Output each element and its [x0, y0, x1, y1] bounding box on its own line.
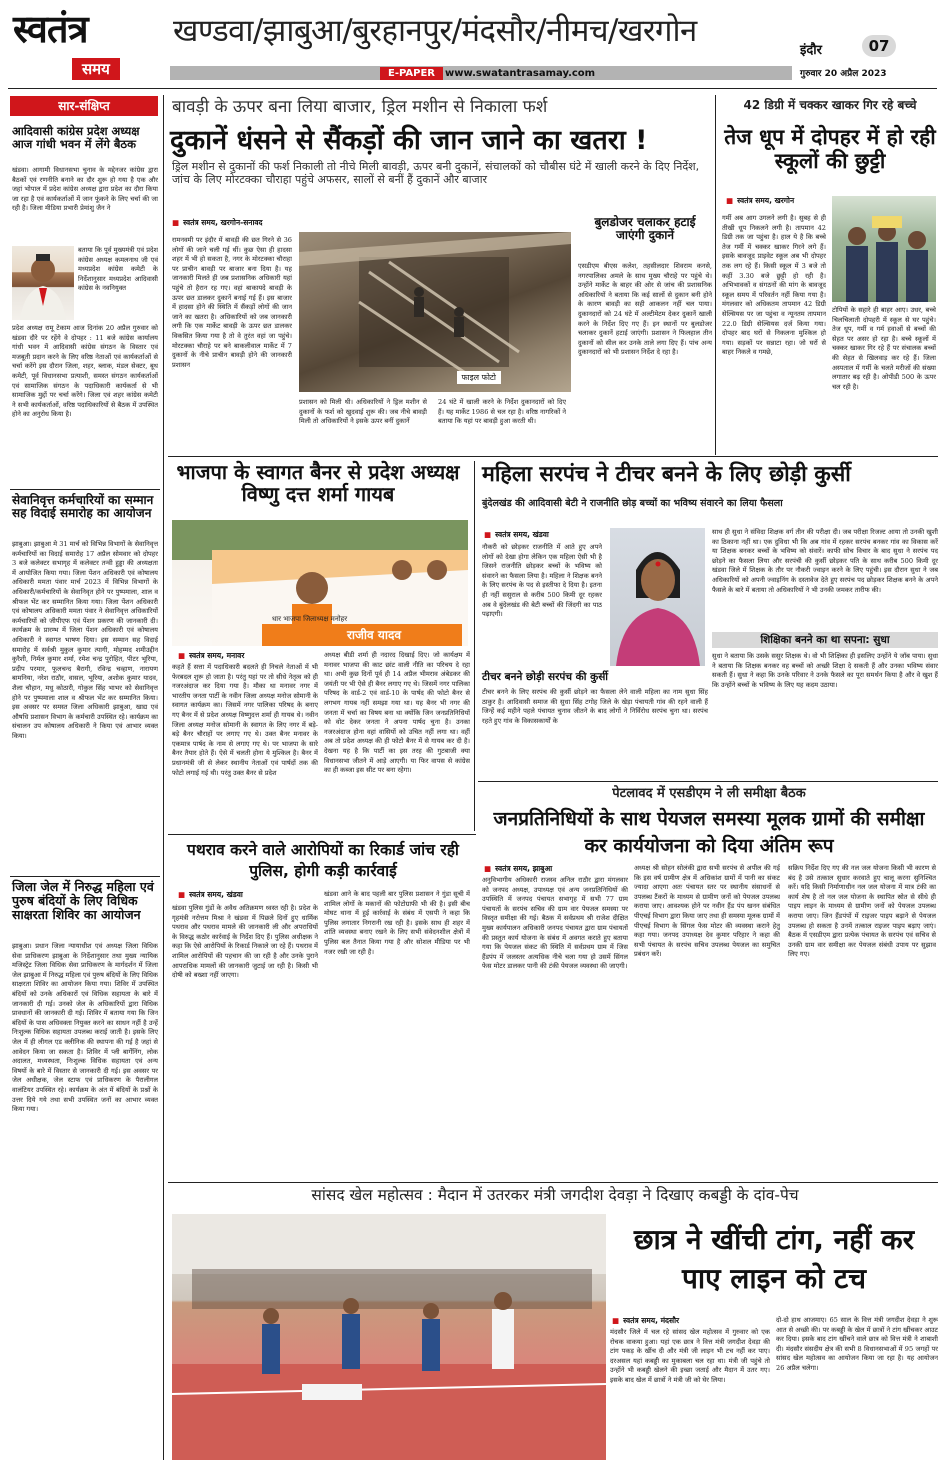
kabaddi-photo: [172, 1214, 606, 1460]
sidebar-body-1a: खंडवा। आगामी विधानसभा चुनाव के मद्देनजर कांग्रेस द्वारा बैठकों एवं रणनीति बनाने का दौर शुरू हो गया है एक और जहां भोपाल में प्रदेश कांग्रेस अध्यक्ष द्वारा प्रदेश का दौरा किया जा रहा है एवं कार्यकर्ताओं में जान फूंकने के लिए चर्चा की जा रही है। जिला मीडिया प्रभारी प्रेमांशु जैन ने: [12, 166, 158, 213]
sidebar-body-1b: बताया कि पूर्व मुख्यमंत्री एवं प्रदेश कांग्रेस अध्यक्ष कमलनाथ जी एवं मध्यप्रदेश कांग्रेस कमेटी के निर्देशानुसार मध्यप्रदेश आदिवासी कांग्रेस के नवनियुक्त: [78, 246, 158, 293]
sidebar-body-2: झाबुआ। झाबुआ मे 31 मार्च को विभिन्न विभागों के सेवानिवृत्त कर्मचारियों का विदाई समारोह 17 अप्रैल सोमवार को दोपहर 3 बजे कलेक्टर सभागृह में कलेक्टर तन्वी हुड्डा की अध्यक्षता में आयोजित किया गया। जिला पेंशन अधिकारी एवं कोषालय अधिकारी ममता पंवार मार्च 2023 में विभिन्न विभागों के अधिकारी/कर्मचारियों के सेवानिवृत होने पर पुष्पमाला, शाल व श्रीफल भेंट कर सम्मानित किया गया। जिला पेंशन अधिकारी एवं कोषालय अधिकारी ममता पंवार ने सेवानिवृत्त अधिकारियों कर्मचारियों को जीपीएफ एवं पेंशन प्रकरण की जानकारी दी। कार्यक्रम के प्रारम्भ में जिला पेंशन अधिकारी एवं कोषालय अधिकारी ने स्वागत भाषण दिया। इस सम्मान सह विदाई समारोह में सर्वश्री मुकुल कुमार त्यागी, मोहम्मद शमीउद्दीन कुरैशी, निर्मल कुमार शर्मा, रमेश चन्द्र पुरोहित, पीटर भूरिया, प्रदीप परमार, फूलचन्द बैरागी, रविन्द्र चव्हाण, नारायण बामनिया, नरेश राठौर, वासल, भूरिया, अशोक कुमार यादव, शैला चौहान, मधु कोठारी, गोकुल सिंह भाभर को सेवानिवृत्त होने पर पुष्पमाला शाल व श्रीफल भेंट कर सम्मानित किया। इस अवसर पर समस्त जिला अधिकारी झाबुआ, खाद्य एवं औषधि प्रशासन विभाग के कर्मचारी उपस्थित रहे। कार्यक्रम का संचालन उप कोषालय अधिकारी ने किया एवं आभार व्यक्त किया।: [12, 540, 158, 740]
lead-kicker: बावड़ी के ऊपर बना लिया बाजार, ड्रिल मशीन से निकाला फर्श: [172, 97, 548, 117]
sarpanch-photo: [610, 528, 705, 666]
water-byline: ■ स्वतंत्र समय, झाबुआ: [484, 864, 552, 874]
stone-col-2: खंडवा आने के बाद पहली बार पुलिस प्रशासन ने गुंडा सूची में शामिल लोगों के मकानों की फोटोग्राफी भी की है। इसी बीच मोघट थाना में हुई कार्रवाई के संबंध में एसपी ने कहा कि पुलिस लगातार निगरानी रख रही है। इसके साथ ही शहर में शांति व्यवस्था बनाए रखने के लिए सभी संवेदनशील क्षेत्रों में पुलिस बल तैनात किया गया है और सोशल मीडिया पर भी नजर रखी जा रही है।: [324, 890, 470, 956]
sidebar-headline-2: सेवानिवृत्त कर्मचारियों का सम्मान सह विदाई समारोह का आयोजन: [12, 493, 154, 521]
stepwell-photo-caption: फाइल फोटो: [457, 371, 501, 384]
kabaddi-byline: ■ स्वतंत्र समय, मंदसौर: [612, 1316, 679, 1326]
lead-col-4: एसडीएम बीएस कलेश, तहसीलदार शिवराम कनसे, नगरपालिका अमले के साथ मुख्य चौराहे पर पहुंचे थे। उन्होंने मार्केट के बाहर की ओर से जांच की प्रशासनिक अधिकारियों ने बताया कि कई सालों से दुकान बनी होने के कारण बावड़ी का सही आकलन नहीं चल पाया। दुकानदारों को 24 घंटे में अल्टीमेटम देकर दुकानें खाली करने के निर्देश दिए गए हैं। इन स्थानों पर बुलडोजर चलाकर दुकानें हटाई जाएंगी। प्रशासन ने फिलहाल तीन दुकानों को सील कर उनके ताले लगा दिए हैं। पांच अन्य दुकानदारों को भी प्रशासन निर्देश दे रहा है।: [578, 262, 712, 357]
sarpanch-col-3b: सुधा ने बताया कि उसके ससुर शिक्षक थे। वो भी शिक्षिका ही इसलिए उन्होंने ये जॉब पाया। सुधा ने बताया कि शिक्षक बनकर वह बच्चों को अच्छी शिक्षा दे सकती हैं और उनका भविष्य संवार सकती हैं। सुधा ने कहा कि उनके परिवार ने उनके फैसले का पूरा समर्थन किया है और वे खुश हैं कि उन्होंने बच्चों के भविष्य के लिए यह कदम उठाया।: [712, 652, 938, 689]
logo-bottom: समय: [72, 58, 120, 80]
politician-photo: [12, 246, 74, 320]
website[interactable]: www.swatantrasamay.com: [445, 68, 596, 79]
lead-col-3: 24 घंटे में खाली करने के निर्देश दुकानदारों को दिए हैं। यह मार्केट 1986 से चल रहा है। वरिष्ठ नागरिकों ने बताया कि यहां पर बावड़ी हुआ करती थी।: [438, 398, 566, 426]
sidebar-body-3: झाबुआ। प्रधान जिला न्यायाधीश एवं अध्यक्ष जिला विधिक सेवा प्राधिकरण झाबुआ के निर्देशानुसार तथा मुख्य न्यायिक मजिस्ट्रेट जिला विधिक सेवा प्राधिकरण के मार्गदर्शन में जिला जेल झाबुआ में निरुद्ध महिला एवं पुरुष बंदियों के लिए विधिक साक्षरता शिविर का आयोजन किया गया। शिविर में उपस्थित बंदियों को उनके अधिकारों एवं विधिक सहायता के बारे में जानकारी दी गई। उनको जेल के अधिकारियों द्वारा विधिक प्रावधानों की जानकारी दी गई। शिविर में बताया गया कि जिन बंदियों के पास अधिवक्ता नियुक्त करने का साधन नहीं है उन्हें निःशुल्क विधिक सहायता उपलब्ध कराई जाती है। इसके लिए जेल में ही लीगल एड क्लीनिक की स्थापना की गई है जहां से आवेदन किया जा सकता है। शिविर में प्ली बार्गेनिंग, लोक अदालत, मध्यस्थता, निःशुल्क विधिक सहायता एवं अन्य विषयों के बारे में विस्तार से जानकारी दी गई। इस अवसर पर जेल अधीक्षक, जेल स्टाफ एवं प्राधिकरण के पैरालीगल वालंटियर उपस्थित रहे। कार्यक्रम के अंत में बंदियों के प्रश्नों के उत्तर दिये गये तथा सभी उपस्थित जनों का आभार व्यक्त किया गया।: [12, 942, 158, 1114]
sarpanch-byline: ■ स्वतंत्र समय, खंडवा: [484, 530, 549, 540]
sarpanch-col-1: नौकरी को छोड़कर राजनीति में आते हुए अपने लोगों को देखा होगा लेकिन एक महिला ऐसी भी है जिसने राजनीति छोड़कर बच्चों के भविष्य को संवारने का फैसला लिया है। महिला ने शिक्षक बनने के लिए सरपंच के पद से इस्तीफा दे दिया है। इतना ही नहीं ससुराल से करीब 500 किमी दूर रहकर अब वे बुंदेलखंड की बेटी बच्चों की जिंदगी का पाठ पढ़ाएगी।: [482, 543, 602, 619]
stepwell-photo: [299, 232, 571, 392]
heat-headline: तेज धूप में दोपहर में हो रही स्कूलों की छुट्टी: [724, 125, 936, 173]
logo-top: स्वतंत्र: [13, 7, 88, 51]
edition: इंदौर: [800, 43, 822, 58]
lead-headline: दुकानें धंसने से सैंकड़ों की जान जाने का खतरा !: [170, 125, 648, 156]
epaper-label: E-PAPER: [380, 67, 443, 80]
lead-subhead: बुलडोजर चलाकर हटाई जाएंगी दुकानें: [594, 215, 696, 243]
sarpanch-subhead: टीचर बनने छोड़ी सरपंच की कुर्सी: [482, 671, 609, 683]
page-number: 07: [862, 35, 896, 57]
sarpanch-headline: महिला सरपंच ने टीचर बनने के लिए छोड़ी कुर्सी: [482, 462, 851, 487]
bjp-banner-text: धार भाजपा जिलाध्यक्ष मनोहर: [272, 615, 348, 623]
stone-headline: पथराव करने वाले आरोपियों का रिकार्ड जांच रही पुलिस, होगी कड़ी कार्रवाई: [187, 841, 459, 880]
lead-col-1: रामनवमी पर इंदौर में बावड़ी की छत गिरने से 36 लोगों की जाने चली गई थीं। कुछ ऐसा ही हादसा शहर में भी हो सकता है, नगर के मोरटक्का चौराहा पर प्राचीन बावड़ी पर बाजार बना दिया है। यह जानकारी मिलते ही जब प्रशासनिक अधिकारी यहां पहुंचे तो हैरान रह गए। वहां बाकायदे बावड़ी के ऊपर छत डालकर दुकानें बनाई गई हैं। इस बाजार में हादसा होने की स्थिति में सैंकड़ों लोगों की जान जाने का खतरा है। अधिकारियों को जब जानकारी लगी कि एक मार्केट बावड़ी के ऊपर छत डालकर विकसित किया गया है तो वे तुरंत वहां जा पहुंचे। मोरटक्का चौराहे पर बने बाकलीवाल मार्केट में 7 दुकानों के नीचे प्राचीन बावड़ी होने की जानकारी प्रशासन: [172, 236, 292, 369]
kabaddi-col-1: मंदसौर जिले में चल रहे सांसद खेल महोत्सव में गुरुवार को एक रोचक वाकया हुआ। यहां एक छात्र ने वित्त मंत्री जगदीश देवड़ा की टांग पकड़ के खींच दी और मंत्री जी लाइन भी टच नहीं कर पाए। दरअसल यहां कबड्डी का मुकाबला चल रहा था। मंत्री जी पहुंचे तो उन्होंने भी कबड्डी खेलने की इच्छा जताई और मैदान में उतर गए। इसके बाद खेल में छात्रों ने मंत्री जी को घेर लिया।: [610, 1328, 770, 1384]
heat-col-1: गर्मी अब आग उगलने लगी है। सुबह से ही तीखी धूप निकलने लगी है। तापमान 42 डिग्री तक जा पहुंचा है। हाल ये है कि बच्चे तेज गर्मी में चक्कर खाकर गिरने लगे हैं। इसके बावजूद प्राइवेट स्कूल अब भी दोपहर तक लग रहे हैं। किसी स्कूल में 3 बजे तो कहीं 3.30 बजे छुट्टी हो रही है। अभिभावकों व संगठनों की मांग के बावजूद स्कूल समय में परिवर्तन नहीं किया गया है। मंगलवार को अधिकतम तापमान 42 डिग्री सेल्सियस पर जा पहुंचा व न्यूनतम तापमान 22.0 डिग्री सेल्सियस दर्ज किया गया। दोपहर बाद घरों से निकलना मुश्किल हो गया। सड़कों पर सन्नाटा रहा। जो घरों से बाहर निकले व गमछे,: [722, 214, 826, 357]
sarpanch-wide: टीचर बनने के लिए सरपंच की कुर्सी छोड़ने का फैसला लेने वाली महिला का नाम सुधा सिंह ठाकुर है। आदिवासी समाज की सुधा सिंह टगोह जिले के खेड़ा पंचायती गांव की रहने वाली हैं जिन्हें कई महीने पहले पंचायत चुनाव जीतने के बाद लोगों ने निर्विरोध सरपंच चुना था। सरपंच रहते हुए गांव के विकासकार्यों के: [482, 688, 708, 725]
heat-kicker: 42 डिग्री में चक्कर खाकर गिर रहे बच्चे: [743, 98, 917, 112]
water-col-1: अनुविभागीय अधिकारी राजस्व अनिल राठौर द्वारा मंगलवार को जनपद अध्यक्ष, उपाध्यक्ष एवं अन्य जनप्रतिनिधियों की उपस्थिति में जनपद पंचायत सभागृह में सभी 77 ग्राम पंचायतों के सरपंच सचिव की ग्राम वार पेयजल समस्या पर विस्तृत समीक्षा की गई। बैठक में सर्वप्रथम श्री राजेश दीक्षित मुख्य कार्यपालन अधिकारी जनपद पंचायत द्वारा ग्राम पंचायतों की प्रस्तुत कार्य योजना के संबंध में अवगत कराते हुए बताया गया कि पेयजल संकट की स्थिति में सर्वप्रथम ग्राम में जिस हैंडपंप में जलस्तर अत्यधिक नीचे चला गया हो उसमें सिंगल फेस मोटर डालकर पानी की टंकी पेयजल व्यवस्था की जाएगी।: [482, 876, 628, 971]
heat-col-2: टोपियों के सहारे ही बाहर आए। उधर, बच्चे चिलचिलाती दोपहरी में स्कूल से घर पहुंचे। तेज धूप, गर्मी व गर्म हवाओं से बच्चों की सेहत पर असर हो रहा है। बच्चे स्कूलों में चक्कर खाकर गिर रहे हैं पर संचालक बच्चों की सेहत से खिलवाड़ कर रहे हैं। जिला अस्पताल में गर्मी के चलते मरीजों की संख्या लगातार बढ़ रही है। ओपीडी 500 के ऊपर चल रही है।: [832, 306, 936, 391]
schoolgirls-photo: [832, 196, 936, 302]
bjp-col-1: कहते हैं सत्ता में पदाधिकारी बदलते ही निचले नेताओं में भी फेरबदल शुरू हो जाता है। परंतु यहां पर तो सीधे नेतृत्व को ही नजरअंदाज कर दिया गया है। मौका था मनावर नगर में भारतीय जनता पार्टी के नवीन जिला अध्यक्ष मनोज सोमानी के स्वागत कार्यक्रम का। जिसमें नगर पालिका परिषद के बनाए गए बैनर में से प्रदेश अध्यक्ष विष्णुदत्त शर्मा ही गायब थे। नवीन जिला अध्यक्ष मनोज सोमानी के स्वागत के लिए नगर में बड़े-बड़े बैनर चौराहों पर लगाए गए थे। उक्त बैनर मनावर के एकमात्र पार्षद के नाम से लगाए गए थे। पर भाजपा के सारे बैनर तैयार होते हैं। ऐसे में चलती होना ये मुश्किल है। बैनर में प्रधानमंत्री जी से लेकर स्थानीय नेताओं एवं पार्षदों तक की फोटो लगाई गई थी। परंतु उक्त बैनर से प्रदेश: [172, 663, 318, 777]
water-kicker: पेटलावद में एसडीएम ने ली समीक्षा बैठक: [612, 786, 806, 801]
heat-byline: ■ स्वतंत्र समय, खरगोन: [726, 196, 794, 206]
issue-date: गुरुवार 20 अप्रैल 2023: [800, 69, 887, 79]
lead-deck: ड्रिल मशीन से दुकानों की फर्श निकाली तो नीचे मिली बावड़ी, ऊपर बनी दुकानें, संचालकों को चौबीस घंटे में खाली करने के दिए निर्देश, जांच के लिए मोरटक्का चौराहा पहुंचे अफसर, सालों से बनीं हैं दुकानें और बाजार: [172, 160, 700, 187]
water-headline: जनप्रतिनिधियों के साथ पेयजल समस्या मूलक ग्रामों की समीक्षा कर कार्ययोजना को दिया अंतिम रूप: [493, 808, 925, 857]
water-col-3: सक्रिय निर्देश दिए गए की नल जल योजना किसी भी कारण से बंद है उसे तत्काल सुधार करवाते हुए चालू करना सुनिश्चित करें। यदि किसी निर्माणाधीन नल जल योजना में मात्र टंकी का कार्य शेष है तो नल जल योजना के स्थापित स्रोत से सीधे ही पाइप लाइन के माध्यम से ग्रामीण जनों को पेयजल उपलब्ध कराया जाए। जिन हैंडपंपों में राइजर पाइप बढ़ाने से पेयजल उपलब्ध हो सकता है उनमें तत्काल राइजर पाइप बढ़ाए जाएं। बैठक में एसडीएम द्वारा प्रत्येक पंचायत के सरपंच एवं सचिव से उनकी ग्राम वार समीक्षा कर पेयजल संबंधी उपाय पर सुझाव लिए गए।: [788, 864, 936, 959]
bjp-col-2: अध्यक्ष बीडी शर्मा ही नदारद दिखाई दिए। जो कार्यक्षम में मनावर भाजपा की काट छांट वाली नीति का परिचय दे रहा था। अभी कुछ दिनों पूर्व ही 14 अप्रैल भीमराव अंबेडकर की जयंती पर भी ऐसे ही बैनर लगाए गए थे। जिसमें नगर पालिका परिषद के वार्ड-2 एवं वार्ड-10 के पार्षद की फोटो बैनर से लगभग गायब नहीं समझा गया था। यह बैनर भी नगर की जनता में चर्चा का विषय बना था क्योंकि जिन जनप्रतिनिधियों को वोट देकर जनता ने अपना पार्षद चुना है। उनका नजरअंदाज होना वहां वासियों को उचित नहीं लगा था। वहीं अब तो प्रदेश अध्यक्ष की ही फोटो बैनर में से गायब कर दी है। देखना यह है कि पार्टी का इस तरह की गुटबाजी क्या विधानसभा जीतने में आड़े आएगी। या फिर वापस से कांग्रेस का ही कब्जा इस सीट पर बना रहेगा।: [324, 651, 470, 775]
bjp-banner-photo: [172, 520, 468, 646]
sarpanch-subhead-2: शिक्षिका बनने का था सपना: सुधा: [712, 632, 938, 648]
sidebar-headline-3: जिला जेल में निरुद्ध महिला एवं पुरुष बंदियों के लिए विधिक साक्षरता शिविर का आयोजन: [12, 879, 154, 922]
kabaddi-headline: छात्र ने खींची टांग, नहीं कर पाए लाइन को टच: [633, 1223, 915, 1296]
sidebar-title: सार-संक्षिप्त: [10, 96, 158, 116]
sarpanch-deck: बुंदेलखंड की आदिवासी बेटी ने राजनीति छोड़ बच्चों का भविष्य संवारने का लिया फैसला: [482, 498, 783, 509]
lead-col-2: प्रशासन को मिली थी। अधिकारियों ने ड्रिल मशीन से दुकानों के फर्श को खुदवाई शुरू की। जब नीचे बावड़ी मिली तो अधिकारियों ने इसके ऊपर बनीं दुकानें: [299, 398, 427, 426]
kabaddi-col-2: दो-दो हाथ आजमाए। 65 साल के वित्त मंत्री जगदीश देवड़ा ने शुरू आत से अच्छी की। पर कबड्डी के खेल में छात्रों ने टांग खींचकर आउट कर दिया। इसके बाद टांग खींचने वाले छात्र को वित्त मंत्री ने शाबाशी दी। मंदसौर संसदीय क्षेत्र की सभी 8 विधानसभाओं में 95 जगहों पर सांसद खेल महोत्सव का आयोजन किया जा रहा है। यह आयोजन 26 अप्रैल चलेगा।: [776, 1316, 938, 1372]
bjp-banner-name: राजीव यादव: [347, 628, 401, 642]
water-col-2: अध्यक्ष श्री सोहन सोलंकी द्वारा सभी सरपंच से अपील की गई कि इस वर्ष ग्रामीण क्षेत्र में अधिकांश ग्रामों में पानी का संकट ज्यादा आएगा अतः पंचायत स्तर पर स्थानीय संसाधनों से उपलब्ध टैंकरों के माध्यम से ग्रामीण जनों को पेयजल उपलब्ध कराया जाए। आवश्यक होने पर नवीन हैंड पंप खनन संबंधित पीएचई विभाग द्वारा किया जाए तथा ही समस्या मूलक ग्रामों में पीएचई विभाग के सिंगल फेस मोटर की व्यवस्था कराने हेतु कहा गया। जनपद उपाध्यक्ष देव कुमार परिहार ने कहा की सभी पंचायत के सरपंच सचिव उपलब्ध पेयजल का समुचित प्रबंधन करें।: [634, 864, 780, 959]
bjp-headline: भाजपा के स्वागत बैनर से प्रदेश अध्यक्ष विष्णु दत्त शर्मा गायब: [176, 460, 460, 507]
stone-col-1: खंडवा पुलिस गुंडों के अवैध अतिक्रमण ध्वस्त रही है। प्रदेश के गृहमंत्री नरोत्तम मिश्रा ने खंडवा में पिछले दिनों हुए धार्मिक पथराव और पथराव मामले की जानकारी ली और अपराधियों के विरुद्ध कठोर कार्रवाई के निर्देश दिए हैं। पुलिस अधीक्षक ने कहा कि ऐसे आरोपियों के रिकार्ड निकाले जा रहे हैं। पथराव में शामिल आरोपियों की पहचान की जा रही है और उनके पुराने आपराधिक मामलों की जानकारी जुटाई जा रही है। किसी भी दोषी को बख्शा नहीं जाएगा।: [172, 904, 318, 980]
sidebar-headline-1: आदिवासी कांग्रेस प्रदेश अध्यक्ष आज गांधी भवन में लेंगे बैठक: [12, 124, 140, 151]
sidebar-body-1c: प्रदेश अध्यक्ष रामू टेकाम आज दिनांक 20 अप्रैल गुरुवार को खंडवा दौरे पर रहेंगे वे दोपहर : 11 बजे कांग्रेस कार्यालय गांधी भवन में आदिवासी कांग्रेस संगठन के विस्तार एवं मजबूती प्रदान करने के लिए वरिष्ठ नेताओं एवं कार्यकर्ताओं से चर्चा करेंगे इस दौरान जिला, शहर, ब्लाक, मंडल सेक्टर, बूथ कमेटी, पूर्व विधानसभा प्रत्याशी, समस्त संगठन कार्यकर्ताओं एवं सामाजिक संगठन के पदाधिकारी कार्यकर्ता से भी सामाजिक मुद्दों पर चर्चा करेंगे। जिला एवं शहर कांग्रेस कमेटी ने सभी कार्यकर्ताओं, वरिष्ठ पदाधिकारियों से बैठक में उपस्थित होने का अनुरोध किया है।: [12, 324, 158, 419]
kabaddi-kicker: सांसद खेल महोत्सव : मैदान में उतरकर मंत्री जगदीश देवड़ा ने दिखाए कबड्डी के दांव-पेच: [311, 1186, 799, 1204]
lead-byline: ■ स्वतंत्र समय, खरगोन-सनावद: [172, 218, 263, 228]
sarpanch-col-3: साथ ही सुधा ने संविदा शिक्षक वर्ग तीन की परीक्षा दी। जब परीक्षा रिजल्ट आया तो उनकी खुशी का ठिकाना नहीं था। एक दुविधा भी कि अब गांव में रहकर सरपंच बनकर गांव का विकास करें या शिक्षक बनकर बच्चों के भविष्य को संवारें। काफी सोच विचार के बाद सुधा ने सरपंच पद छोड़ने का फैसला लिया और सरपंची की कुर्सी छोड़कर पति के साथ करीब 500 किमी दूर खंडवा जिले में शिक्षक के तौर पर नौकरी ज्वाइन करने के लिए पहुंची। इस दौरान सुधा ने जब अधिकारियों को अपनी ज्वाइनिंग के दस्तावेज देते हुए सरपंच पद छोड़कर शिक्षक बनने के अपने फैसले के बारे में बताया तो अधिकारियों ने भी उनकी जमकर तारीफ की।: [712, 528, 938, 594]
stone-byline: ■ स्वतंत्र समय, खंडवा: [178, 890, 243, 900]
masthead-cities: खण्डवा/झाबुआ/बुरहानपुर/मंदसौर/नीमच/खरगोन: [173, 13, 697, 49]
bjp-byline: ■ स्वतंत्र समय, मनावर: [178, 651, 244, 661]
